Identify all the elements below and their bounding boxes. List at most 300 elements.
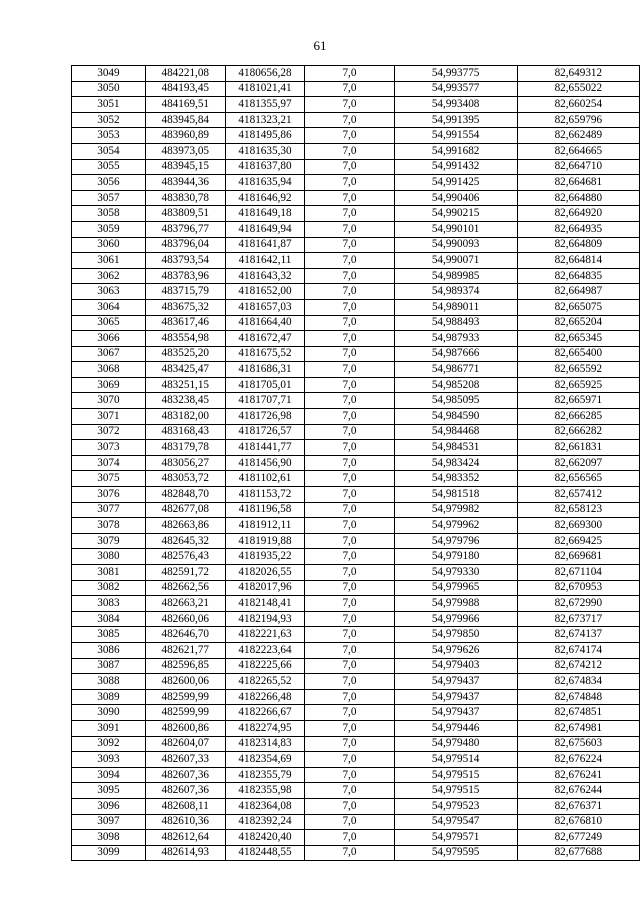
- longitude-cell: 82,664880: [517, 190, 639, 206]
- latitude-cell: 54,989985: [394, 268, 517, 284]
- x-coordinate-cell: 482599,99: [145, 689, 225, 705]
- longitude-cell: 82,664665: [517, 143, 639, 159]
- table-row: [72, 424, 640, 440]
- latitude-cell: 54,986771: [394, 362, 517, 378]
- latitude-cell: 54,991432: [394, 159, 517, 175]
- error-value-cell: 7,0: [305, 455, 394, 471]
- latitude-cell: 54,993775: [394, 66, 517, 82]
- error-value-cell: 7,0: [305, 549, 394, 565]
- y-coordinate-cell: 4181641,87: [225, 237, 305, 253]
- point-number-cell: 3096: [72, 798, 146, 814]
- y-coordinate-cell: 4181912,11: [225, 518, 305, 534]
- longitude-cell: 82,671104: [517, 565, 639, 581]
- y-coordinate-cell: 4182017,96: [225, 580, 305, 596]
- latitude-cell: 54,984531: [394, 440, 517, 456]
- longitude-cell: 82,662489: [517, 128, 639, 144]
- y-coordinate-cell: 4182266,48: [225, 689, 305, 705]
- error-value-cell: 7,0: [305, 830, 394, 846]
- longitude-cell: 82,675603: [517, 736, 639, 752]
- error-value-cell: 7,0: [305, 518, 394, 534]
- point-number-cell: 3090: [72, 705, 146, 721]
- longitude-cell: 82,660254: [517, 97, 639, 113]
- longitude-cell: 82,664920: [517, 206, 639, 222]
- point-number-cell: 3082: [72, 580, 146, 596]
- table-row: [72, 455, 640, 471]
- table-row: [72, 190, 640, 206]
- table-row: [72, 767, 640, 783]
- error-value-cell: 7,0: [305, 533, 394, 549]
- table-row: [72, 783, 640, 799]
- point-number-cell: 3085: [72, 627, 146, 643]
- y-coordinate-cell: 4181021,41: [225, 81, 305, 97]
- point-number-cell: 3070: [72, 393, 146, 409]
- longitude-cell: 82,665345: [517, 331, 639, 347]
- x-coordinate-cell: 483182,00: [145, 409, 225, 425]
- table-row: [72, 159, 640, 175]
- longitude-cell: 82,658123: [517, 502, 639, 518]
- x-coordinate-cell: 483944,36: [145, 175, 225, 191]
- latitude-cell: 54,979966: [394, 611, 517, 627]
- longitude-cell: 82,677688: [517, 845, 639, 861]
- latitude-cell: 54,979437: [394, 674, 517, 690]
- table-row: [72, 487, 640, 503]
- table-row: [72, 268, 640, 284]
- coordinates-table: [71, 65, 640, 861]
- longitude-cell: 82,665592: [517, 362, 639, 378]
- table-row: [72, 409, 640, 425]
- x-coordinate-cell: 482677,08: [145, 502, 225, 518]
- error-value-cell: 7,0: [305, 845, 394, 861]
- x-coordinate-cell: 483783,96: [145, 268, 225, 284]
- latitude-cell: 54,990071: [394, 253, 517, 269]
- coordinates-table-body: [72, 66, 640, 861]
- y-coordinate-cell: 4182420,40: [225, 830, 305, 846]
- y-coordinate-cell: 4181664,40: [225, 315, 305, 331]
- x-coordinate-cell: 483960,89: [145, 128, 225, 144]
- point-number-cell: 3053: [72, 128, 146, 144]
- x-coordinate-cell: 482607,33: [145, 752, 225, 768]
- error-value-cell: 7,0: [305, 159, 394, 175]
- table-row: [72, 580, 640, 596]
- x-coordinate-cell: 482596,85: [145, 658, 225, 674]
- x-coordinate-cell: 482604,07: [145, 736, 225, 752]
- point-number-cell: 3054: [72, 143, 146, 159]
- point-number-cell: 3074: [72, 455, 146, 471]
- x-coordinate-cell: 482662,56: [145, 580, 225, 596]
- x-coordinate-cell: 483945,84: [145, 112, 225, 128]
- y-coordinate-cell: 4182148,41: [225, 596, 305, 612]
- error-value-cell: 7,0: [305, 767, 394, 783]
- point-number-cell: 3088: [72, 674, 146, 690]
- error-value-cell: 7,0: [305, 331, 394, 347]
- table-row: [72, 393, 640, 409]
- y-coordinate-cell: 4181675,52: [225, 346, 305, 362]
- longitude-cell: 82,665400: [517, 346, 639, 362]
- error-value-cell: 7,0: [305, 471, 394, 487]
- y-coordinate-cell: 4181642,11: [225, 253, 305, 269]
- x-coordinate-cell: 483525,20: [145, 346, 225, 362]
- y-coordinate-cell: 4182355,98: [225, 783, 305, 799]
- y-coordinate-cell: 4181686,31: [225, 362, 305, 378]
- latitude-cell: 54,983352: [394, 471, 517, 487]
- longitude-cell: 82,664814: [517, 253, 639, 269]
- longitude-cell: 82,669300: [517, 518, 639, 534]
- table-row: [72, 752, 640, 768]
- point-number-cell: 3061: [72, 253, 146, 269]
- error-value-cell: 7,0: [305, 440, 394, 456]
- latitude-cell: 54,979515: [394, 783, 517, 799]
- error-value-cell: 7,0: [305, 580, 394, 596]
- longitude-cell: 82,666285: [517, 409, 639, 425]
- x-coordinate-cell: 482614,93: [145, 845, 225, 861]
- x-coordinate-cell: 482663,21: [145, 596, 225, 612]
- error-value-cell: 7,0: [305, 705, 394, 721]
- x-coordinate-cell: 482576,43: [145, 549, 225, 565]
- longitude-cell: 82,664681: [517, 175, 639, 191]
- point-number-cell: 3051: [72, 97, 146, 113]
- longitude-cell: 82,649312: [517, 66, 639, 82]
- x-coordinate-cell: 484221,08: [145, 66, 225, 82]
- y-coordinate-cell: 4181456,90: [225, 455, 305, 471]
- table-row: [72, 299, 640, 315]
- point-number-cell: 3077: [72, 502, 146, 518]
- latitude-cell: 54,985095: [394, 393, 517, 409]
- table-row: [72, 440, 640, 456]
- point-number-cell: 3060: [72, 237, 146, 253]
- y-coordinate-cell: 4181102,61: [225, 471, 305, 487]
- table-row: [72, 830, 640, 846]
- point-number-cell: 3083: [72, 596, 146, 612]
- latitude-cell: 54,990093: [394, 237, 517, 253]
- latitude-cell: 54,979626: [394, 642, 517, 658]
- latitude-cell: 54,993408: [394, 97, 517, 113]
- table-row: [72, 642, 640, 658]
- point-number-cell: 3065: [72, 315, 146, 331]
- point-number-cell: 3068: [72, 362, 146, 378]
- y-coordinate-cell: 4181495,86: [225, 128, 305, 144]
- error-value-cell: 7,0: [305, 409, 394, 425]
- longitude-cell: 82,664935: [517, 221, 639, 237]
- latitude-cell: 54,991395: [394, 112, 517, 128]
- table-row: [72, 284, 640, 300]
- x-coordinate-cell: 482607,36: [145, 767, 225, 783]
- y-coordinate-cell: 4182355,79: [225, 767, 305, 783]
- latitude-cell: 54,979547: [394, 814, 517, 830]
- point-number-cell: 3049: [72, 66, 146, 82]
- table-row: [72, 533, 640, 549]
- latitude-cell: 54,979437: [394, 705, 517, 721]
- y-coordinate-cell: 4182354,69: [225, 752, 305, 768]
- table-row: [72, 689, 640, 705]
- x-coordinate-cell: 483793,54: [145, 253, 225, 269]
- point-number-cell: 3094: [72, 767, 146, 783]
- error-value-cell: 7,0: [305, 175, 394, 191]
- latitude-cell: 54,979180: [394, 549, 517, 565]
- error-value-cell: 7,0: [305, 112, 394, 128]
- longitude-cell: 82,659796: [517, 112, 639, 128]
- table-row: [72, 565, 640, 581]
- latitude-cell: 54,981518: [394, 487, 517, 503]
- table-row: [72, 253, 640, 269]
- table-row: [72, 674, 640, 690]
- latitude-cell: 54,979515: [394, 767, 517, 783]
- point-number-cell: 3093: [72, 752, 146, 768]
- x-coordinate-cell: 484169,51: [145, 97, 225, 113]
- x-coordinate-cell: 482848,70: [145, 487, 225, 503]
- x-coordinate-cell: 483830,78: [145, 190, 225, 206]
- error-value-cell: 7,0: [305, 377, 394, 393]
- point-number-cell: 3052: [72, 112, 146, 128]
- point-number-cell: 3095: [72, 783, 146, 799]
- table-row: [72, 315, 640, 331]
- error-value-cell: 7,0: [305, 346, 394, 362]
- point-number-cell: 3064: [72, 299, 146, 315]
- latitude-cell: 54,979988: [394, 596, 517, 612]
- error-value-cell: 7,0: [305, 315, 394, 331]
- y-coordinate-cell: 4182274,95: [225, 720, 305, 736]
- longitude-cell: 82,669681: [517, 549, 639, 565]
- latitude-cell: 54,990406: [394, 190, 517, 206]
- error-value-cell: 7,0: [305, 424, 394, 440]
- y-coordinate-cell: 4181635,30: [225, 143, 305, 159]
- error-value-cell: 7,0: [305, 487, 394, 503]
- error-value-cell: 7,0: [305, 362, 394, 378]
- error-value-cell: 7,0: [305, 565, 394, 581]
- point-number-cell: 3075: [72, 471, 146, 487]
- y-coordinate-cell: 4181919,88: [225, 533, 305, 549]
- latitude-cell: 54,979571: [394, 830, 517, 846]
- table-row: [72, 66, 640, 82]
- error-value-cell: 7,0: [305, 798, 394, 814]
- x-coordinate-cell: 482612,64: [145, 830, 225, 846]
- y-coordinate-cell: 4182266,67: [225, 705, 305, 721]
- y-coordinate-cell: 4181153,72: [225, 487, 305, 503]
- y-coordinate-cell: 4181672,47: [225, 331, 305, 347]
- x-coordinate-cell: 482600,86: [145, 720, 225, 736]
- latitude-cell: 54,987933: [394, 331, 517, 347]
- page-number: 61: [313, 38, 327, 53]
- x-coordinate-cell: 482610,36: [145, 814, 225, 830]
- longitude-cell: 82,676224: [517, 752, 639, 768]
- point-number-cell: 3076: [72, 487, 146, 503]
- point-number-cell: 3050: [72, 81, 146, 97]
- longitude-cell: 82,666282: [517, 424, 639, 440]
- y-coordinate-cell: 4182265,52: [225, 674, 305, 690]
- longitude-cell: 82,657412: [517, 487, 639, 503]
- table-row: [72, 362, 640, 378]
- x-coordinate-cell: 484193,45: [145, 81, 225, 97]
- table-row: [72, 331, 640, 347]
- x-coordinate-cell: 483168,43: [145, 424, 225, 440]
- y-coordinate-cell: 4182392,24: [225, 814, 305, 830]
- latitude-cell: 54,987666: [394, 346, 517, 362]
- error-value-cell: 7,0: [305, 97, 394, 113]
- error-value-cell: 7,0: [305, 783, 394, 799]
- longitude-cell: 82,665925: [517, 377, 639, 393]
- point-number-cell: 3084: [72, 611, 146, 627]
- y-coordinate-cell: 4182448,55: [225, 845, 305, 861]
- longitude-cell: 82,655022: [517, 81, 639, 97]
- latitude-cell: 54,991554: [394, 128, 517, 144]
- point-number-cell: 3089: [72, 689, 146, 705]
- x-coordinate-cell: 483945,15: [145, 159, 225, 175]
- table-row: [72, 97, 640, 113]
- y-coordinate-cell: 4181323,21: [225, 112, 305, 128]
- table-row: [72, 596, 640, 612]
- x-coordinate-cell: 483179,78: [145, 440, 225, 456]
- point-number-cell: 3067: [72, 346, 146, 362]
- table-row: [72, 814, 640, 830]
- latitude-cell: 54,979523: [394, 798, 517, 814]
- latitude-cell: 54,985208: [394, 377, 517, 393]
- error-value-cell: 7,0: [305, 752, 394, 768]
- error-value-cell: 7,0: [305, 736, 394, 752]
- y-coordinate-cell: 4181637,80: [225, 159, 305, 175]
- longitude-cell: 82,676371: [517, 798, 639, 814]
- error-value-cell: 7,0: [305, 720, 394, 736]
- longitude-cell: 82,661831: [517, 440, 639, 456]
- y-coordinate-cell: 4181649,18: [225, 206, 305, 222]
- latitude-cell: 54,979403: [394, 658, 517, 674]
- y-coordinate-cell: 4181635,94: [225, 175, 305, 191]
- latitude-cell: 54,979965: [394, 580, 517, 596]
- longitude-cell: 82,674137: [517, 627, 639, 643]
- latitude-cell: 54,979437: [394, 689, 517, 705]
- longitude-cell: 82,665971: [517, 393, 639, 409]
- point-number-cell: 3092: [72, 736, 146, 752]
- error-value-cell: 7,0: [305, 81, 394, 97]
- longitude-cell: 82,676244: [517, 783, 639, 799]
- longitude-cell: 82,673717: [517, 611, 639, 627]
- error-value-cell: 7,0: [305, 627, 394, 643]
- table-row: [72, 128, 640, 144]
- error-value-cell: 7,0: [305, 221, 394, 237]
- longitude-cell: 82,656565: [517, 471, 639, 487]
- point-number-cell: 3059: [72, 221, 146, 237]
- table-row: [72, 627, 640, 643]
- y-coordinate-cell: 4181705,01: [225, 377, 305, 393]
- table-row: [72, 206, 640, 222]
- point-number-cell: 3072: [72, 424, 146, 440]
- table-row: [72, 346, 640, 362]
- point-number-cell: 3097: [72, 814, 146, 830]
- error-value-cell: 7,0: [305, 253, 394, 269]
- y-coordinate-cell: 4181646,92: [225, 190, 305, 206]
- table-row: [72, 798, 640, 814]
- longitude-cell: 82,674851: [517, 705, 639, 721]
- table-row: [72, 720, 640, 736]
- error-value-cell: 7,0: [305, 206, 394, 222]
- longitude-cell: 82,664987: [517, 284, 639, 300]
- x-coordinate-cell: 482646,70: [145, 627, 225, 643]
- error-value-cell: 7,0: [305, 237, 394, 253]
- x-coordinate-cell: 483809,51: [145, 206, 225, 222]
- latitude-cell: 54,979982: [394, 502, 517, 518]
- x-coordinate-cell: 483056,27: [145, 455, 225, 471]
- x-coordinate-cell: 483425,47: [145, 362, 225, 378]
- latitude-cell: 54,993577: [394, 81, 517, 97]
- y-coordinate-cell: 4182194,93: [225, 611, 305, 627]
- x-coordinate-cell: 482645,32: [145, 533, 225, 549]
- x-coordinate-cell: 483796,77: [145, 221, 225, 237]
- y-coordinate-cell: 4180656,28: [225, 66, 305, 82]
- error-value-cell: 7,0: [305, 642, 394, 658]
- latitude-cell: 54,979330: [394, 565, 517, 581]
- table-row: [72, 237, 640, 253]
- latitude-cell: 54,984468: [394, 424, 517, 440]
- point-number-cell: 3071: [72, 409, 146, 425]
- longitude-cell: 82,676241: [517, 767, 639, 783]
- error-value-cell: 7,0: [305, 393, 394, 409]
- longitude-cell: 82,664835: [517, 268, 639, 284]
- error-value-cell: 7,0: [305, 502, 394, 518]
- longitude-cell: 82,670953: [517, 580, 639, 596]
- latitude-cell: 54,979480: [394, 736, 517, 752]
- point-number-cell: 3079: [72, 533, 146, 549]
- x-coordinate-cell: 482600,06: [145, 674, 225, 690]
- latitude-cell: 54,989374: [394, 284, 517, 300]
- x-coordinate-cell: 483238,45: [145, 393, 225, 409]
- point-number-cell: 3066: [72, 331, 146, 347]
- longitude-cell: 82,664710: [517, 159, 639, 175]
- table-row: [72, 143, 640, 159]
- table-row: [72, 549, 640, 565]
- longitude-cell: 82,674174: [517, 642, 639, 658]
- x-coordinate-cell: 482663,86: [145, 518, 225, 534]
- point-number-cell: 3081: [72, 565, 146, 581]
- table-row: [72, 175, 640, 191]
- x-coordinate-cell: 482660,06: [145, 611, 225, 627]
- y-coordinate-cell: 4182364,08: [225, 798, 305, 814]
- point-number-cell: 3062: [72, 268, 146, 284]
- table-row: [72, 845, 640, 861]
- point-number-cell: 3058: [72, 206, 146, 222]
- x-coordinate-cell: 483554,98: [145, 331, 225, 347]
- x-coordinate-cell: 483053,72: [145, 471, 225, 487]
- y-coordinate-cell: 4181657,03: [225, 299, 305, 315]
- longitude-cell: 82,664809: [517, 237, 639, 253]
- longitude-cell: 82,665204: [517, 315, 639, 331]
- error-value-cell: 7,0: [305, 268, 394, 284]
- point-number-cell: 3099: [72, 845, 146, 861]
- y-coordinate-cell: 4182221,63: [225, 627, 305, 643]
- latitude-cell: 54,979514: [394, 752, 517, 768]
- table-row: [72, 471, 640, 487]
- x-coordinate-cell: 482607,36: [145, 783, 225, 799]
- error-value-cell: 7,0: [305, 190, 394, 206]
- y-coordinate-cell: 4181649,94: [225, 221, 305, 237]
- error-value-cell: 7,0: [305, 66, 394, 82]
- x-coordinate-cell: 483973,05: [145, 143, 225, 159]
- y-coordinate-cell: 4182225,66: [225, 658, 305, 674]
- latitude-cell: 54,991425: [394, 175, 517, 191]
- error-value-cell: 7,0: [305, 689, 394, 705]
- latitude-cell: 54,979796: [394, 533, 517, 549]
- x-coordinate-cell: 482591,72: [145, 565, 225, 581]
- y-coordinate-cell: 4181196,58: [225, 502, 305, 518]
- y-coordinate-cell: 4181726,98: [225, 409, 305, 425]
- latitude-cell: 54,991682: [394, 143, 517, 159]
- point-number-cell: 3069: [72, 377, 146, 393]
- table-row: [72, 518, 640, 534]
- y-coordinate-cell: 4181441,77: [225, 440, 305, 456]
- latitude-cell: 54,979962: [394, 518, 517, 534]
- x-coordinate-cell: 483715,79: [145, 284, 225, 300]
- x-coordinate-cell: 483617,46: [145, 315, 225, 331]
- y-coordinate-cell: 4182223,64: [225, 642, 305, 658]
- point-number-cell: 3091: [72, 720, 146, 736]
- error-value-cell: 7,0: [305, 143, 394, 159]
